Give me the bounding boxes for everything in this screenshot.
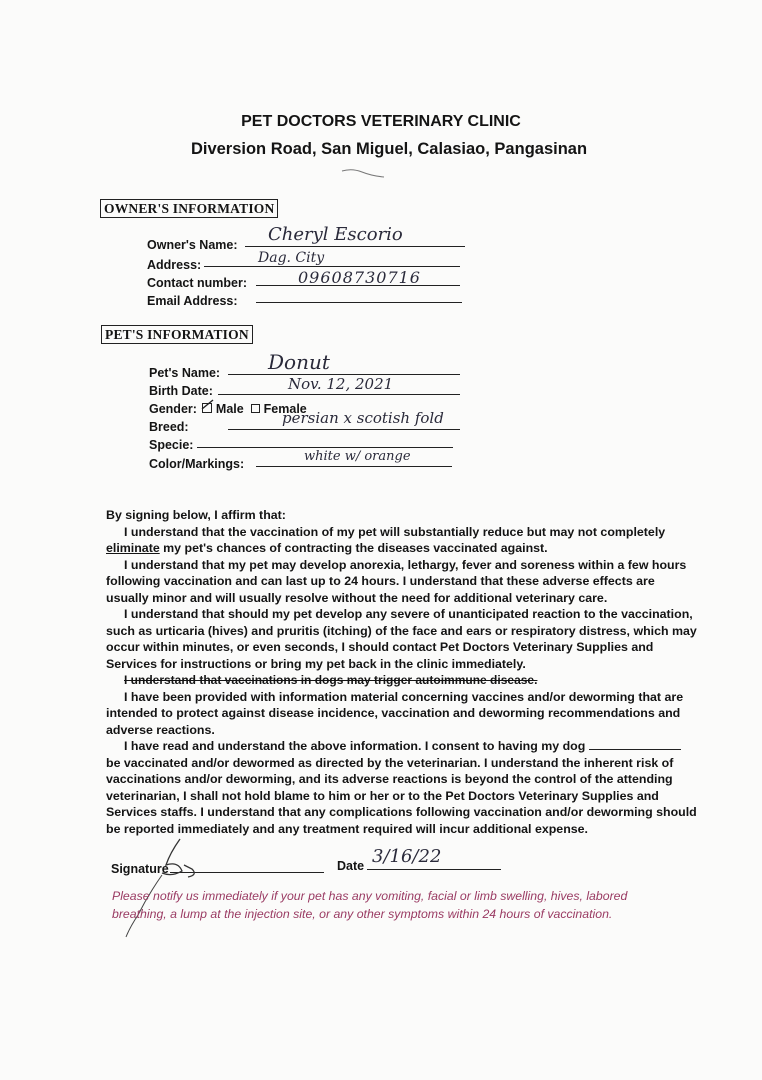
consent-paragraph-5: I have been provided with information material concerning vaccines and/or deworming that are intended to protect against disease incidence, vaccination and deworming recommendations and adverse reactions. — [106, 689, 684, 737]
date-value: 3/16/22 — [372, 846, 442, 867]
pet-breed-value: persian x scotish fold — [282, 409, 444, 427]
pet-birth-value: Nov. 12, 2021 — [288, 375, 394, 393]
consent-paragraph-6-start: I have read and understand the above information. I consent to having my dog — [106, 738, 698, 755]
gender-male-label: Male — [215, 402, 244, 416]
dog-name-line — [589, 749, 681, 750]
pet-color-label: Color/Markings: — [149, 457, 245, 471]
owner-address-line — [204, 266, 460, 267]
consent-paragraph-4: I understand that vaccinations in dogs may trigger autoimmune disease. — [124, 673, 538, 687]
pet-gender-label: Gender: — [149, 402, 197, 416]
consent-paragraph-1: I understand that the vaccination of my pet will substantially reduce but may not completely eliminate my pet's chances of contracting the diseases vaccinated against. — [106, 524, 666, 555]
consent-intro: By signing below, I affirm that: — [106, 508, 286, 522]
pen-mark — [340, 165, 400, 185]
pet-breed-label: Breed: — [149, 420, 189, 434]
gender-male-checkbox[interactable] — [202, 403, 212, 413]
consent-paragraph-2: I understand that my pet may develop anorexia, lethargy, fever and soreness within a few hours following vaccination and can last up to 24 hours. I understand that these adverse effects are usually minor and will usually resolve without the need for additional veterinary care. — [106, 557, 687, 605]
pet-specie-label: Specie: — [149, 438, 194, 452]
pet-birth-line — [218, 394, 460, 395]
pet-birth-label: Birth Date: — [149, 384, 213, 398]
consent-paragraph-6: be vaccinated and/or dewormed as directed by the veterinarian. I understand the inherent risk of vaccinations and/or deworming, and its adverse reactions is beyond the control of the attending veterinarian, I shall not hold blame to him or her or to the Pet Doctors Veterinary Supplies and Services staffs. I understand that any complications following vaccination and/or deworming should be reported immediately and any treatment required will incur additional expense. — [106, 755, 697, 836]
clinic-name: PET DOCTORS VETERINARY CLINIC — [241, 113, 521, 130]
owner-name-line — [245, 246, 465, 247]
pet-section-heading: PET'S INFORMATION — [101, 325, 253, 344]
owner-email-line — [256, 302, 462, 303]
pet-color-line — [256, 466, 452, 467]
consent-paragraph-3: I understand that should my pet develop any severe of unanticipated reaction to the vaccination, such as urticaria (hives) and pruritis (itching) of the face and ears or respiratory distress, which may occur within minutes, or even seconds, I should contact Pet Doctors Veterinary Supplies and Services for instructions or bring my pet back in the clinic immediately. — [106, 607, 697, 671]
signature-label: Signature — [111, 862, 169, 876]
pet-breed-line — [228, 429, 460, 430]
owner-email-label: Email Address: — [147, 294, 238, 308]
owner-address-value: Dag. City — [258, 250, 325, 266]
owner-name-value: Cheryl Escorio — [268, 224, 403, 245]
pet-name-value: Donut — [268, 350, 330, 374]
date-line — [367, 869, 501, 870]
pet-name-label: Pet's Name: — [149, 366, 221, 380]
owner-section-heading: OWNER'S INFORMATION — [100, 199, 278, 218]
check-mark-icon — [201, 399, 215, 413]
gender-female-checkbox[interactable] — [251, 404, 260, 413]
pet-specie-line — [197, 447, 453, 448]
clinic-address: Diversion Road, San Miguel, Calasiao, Pangasinan — [190, 140, 588, 158]
aftercare-notice: Please notify us immediately if your pet has any vomiting, facial or limb swelling, hives, labored breathing, a lump at the injection site, or any other symptoms within 24 hours of vaccination. — [112, 889, 628, 921]
pet-color-value: white w/ orange — [304, 449, 411, 464]
owner-name-label: Owner's Name: — [147, 238, 238, 252]
consent-text — [106, 507, 698, 837]
owner-contact-label: Contact number: — [147, 276, 247, 290]
owner-contact-value: 09608730716 — [298, 268, 421, 287]
owner-address-label: Address: — [147, 258, 202, 272]
date-label: Date — [337, 859, 365, 873]
gender-female-label: Female — [263, 402, 307, 416]
